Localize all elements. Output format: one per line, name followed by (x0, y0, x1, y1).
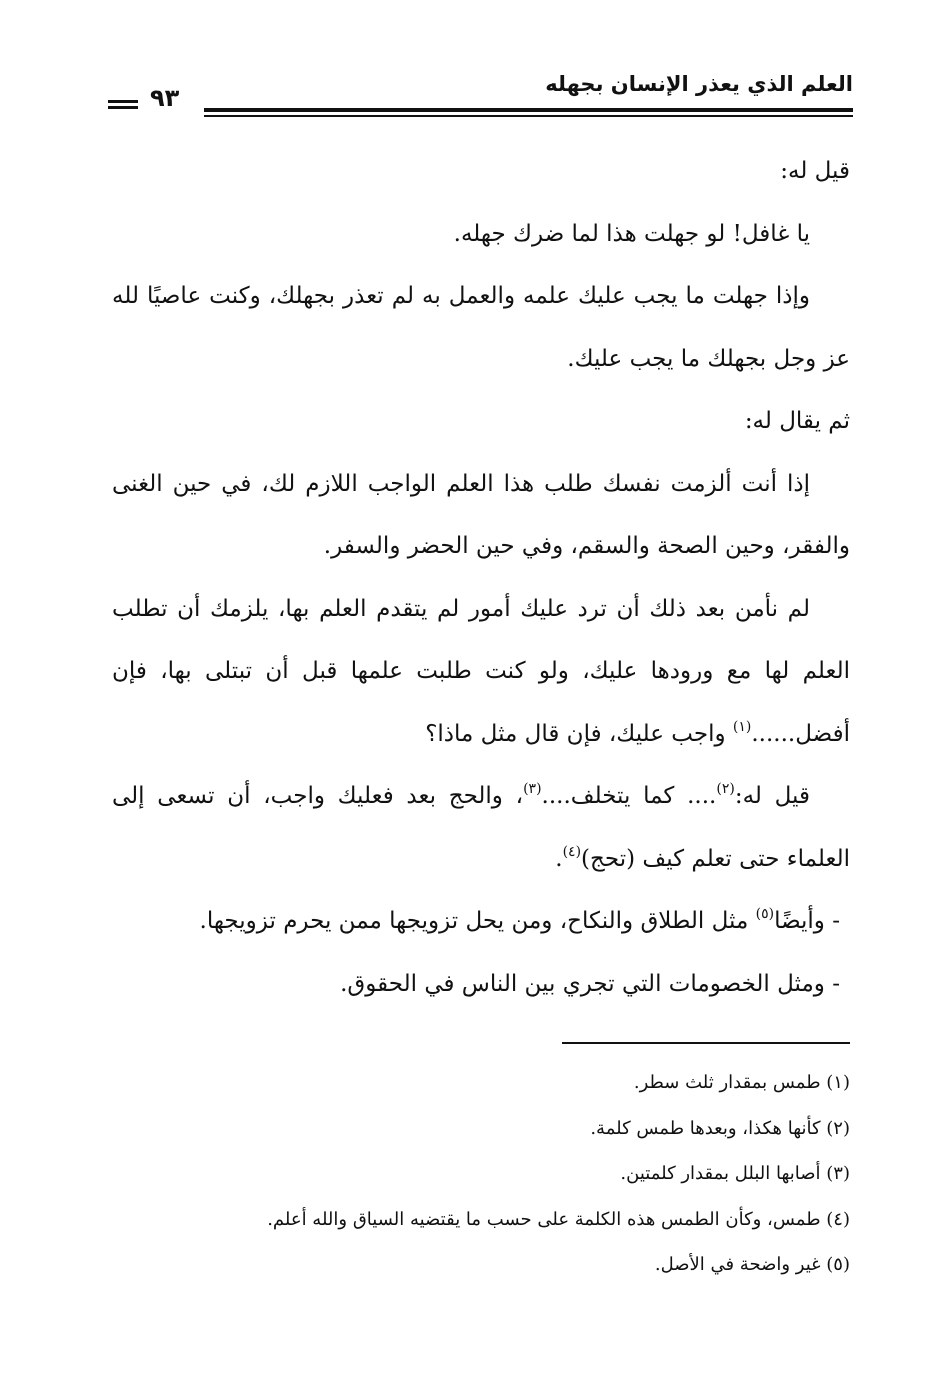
text-segment: . (555, 845, 563, 872)
bullet-item (112, 890, 850, 953)
header-title: العلم الذي يعذر الإنسان بجهله (545, 72, 853, 96)
footnote-1: (١) طمس بمقدار ثلث سطر. (633, 1072, 850, 1093)
page-number: ٩٣ (150, 84, 180, 112)
paragraph (112, 765, 850, 890)
running-header (108, 70, 853, 126)
footnote-ref-4: (٤) (562, 843, 582, 860)
bullet-item: - ومثل الخصومات التي تجري بين الناس في الحقوق. (340, 970, 840, 997)
paragraph: يا غافل! لو جهلت هذا لما ضرك جهله. (453, 220, 810, 247)
paragraph (112, 578, 850, 766)
text-segment: ، والحج بعد فعليك واجب، أن تسعى إلى العلماء حتى تعلم كيف (تحج) (112, 783, 850, 872)
text-segment: مثل الطلاق والنكاح، ومن يحل تزويجها ممن يحرم تزويجها. (199, 908, 756, 934)
footnote-4: (٤) طمس، وكأن الطمس هذه الكلمة على حسب ما يقتضيه السياق والله أعلم. (267, 1208, 850, 1230)
text-segment: قيل له: (734, 783, 810, 809)
footnote-2: (٢) كأنها هكذا، وبعدها طمس كلمة. (590, 1117, 850, 1139)
text-segment: .... كما يتخلف.... (541, 783, 717, 809)
footnote-separator (562, 1042, 850, 1044)
footnote-ref-5: (٥) (755, 906, 775, 922)
footnote-ref-2: (٢) (716, 781, 735, 797)
paragraph: ثم يقال له: (744, 408, 850, 434)
footnote-ref-3: (٣) (523, 781, 542, 797)
body-text (112, 140, 850, 1015)
page-number-dash (108, 100, 138, 110)
text-segment: واجب عليك، فإن قال مثل ماذا؟ (425, 720, 733, 747)
paragraph: إذا أنت ألزمت نفسك طلب هذا العلم الواجب اللازم لك، في حين الغنى والفقر، وحين الصحة والسقم، وفي حين الحضر والسفر. (112, 470, 850, 559)
paragraph: وإذا جهلت ما يجب عليك علمه والعمل به لم تعذر بجهلك، وكنت عاصيًا لله عز وجل بجهلك ما يجب عليك. (112, 283, 850, 372)
paragraph: قيل له: (780, 158, 850, 184)
footnote-ref-1: (١) (732, 718, 752, 735)
footnotes (112, 1060, 850, 1288)
footnote-5: (٥) غير واضحة في الأصل. (654, 1254, 850, 1275)
text-segment: - وأيضًا (774, 908, 840, 934)
header-rule (204, 108, 853, 120)
footnote-3: (٣) أصابها البلل بمقدار كلمتين. (620, 1163, 850, 1184)
text-segment: لم نأمن بعد ذلك أن ترد عليك أمور لم يتقدم العلم بها، يلزمك أن تطلب العلم لها مع ورودها عليك، ولو كنت طلبت علمها قبل أن تبتلى بها، فإن أفضل...... (112, 595, 850, 747)
